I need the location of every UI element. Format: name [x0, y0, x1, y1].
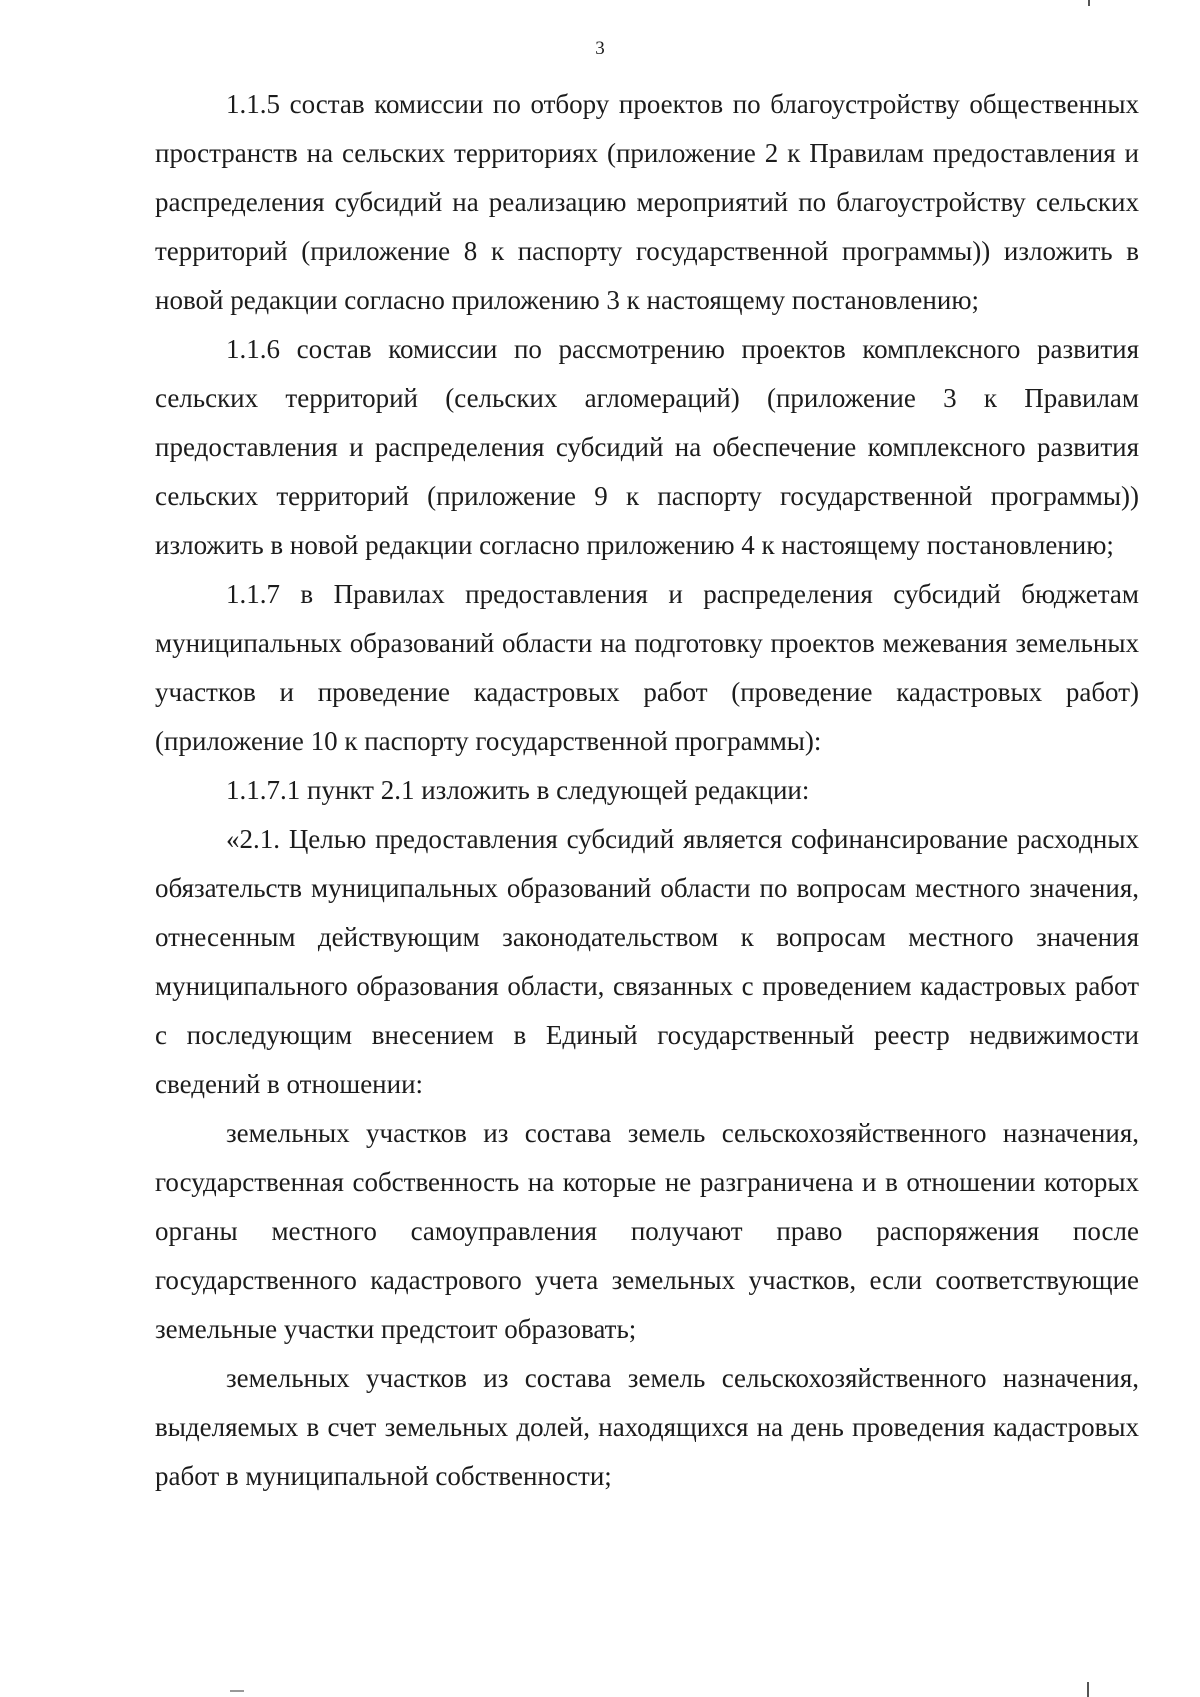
scan-mark-bottom-right — [1087, 1682, 1089, 1697]
document-body — [155, 80, 1139, 1501]
paragraph-land-plots-unallocated: земельных участков из состава земель сельскохозяйственного назначения, государственная собственность на которые не разграничена и в отношении которых органы местного самоуправления получают право распоряжения после государственного кадастрового учета земельных участков, если соответствующие земельные участки предстоит образовать; — [155, 1118, 1139, 1344]
page-number: 3 — [595, 38, 605, 59]
paragraph-land-plots-shares: земельных участков из состава земель сельскохозяйственного назначения, выделяемых в счет земельных долей, находящихся на день проведения кадастровых работ в муниципальной собственности; — [155, 1363, 1139, 1491]
paragraph-1-1-7-1: 1.1.7.1 пункт 2.1 изложить в следующей редакции: — [226, 775, 810, 805]
paragraph-quote-2-1: «2.1. Целью предоставления субсидий является софинансирование расходных обязательств муниципальных образований области по вопросам местного значения, отнесенным действующим законодательством к вопросам местного значения муниципального образования области, связанных с проведением кадастровых работ с последующим внесением в Единый государственный реестр недвижимости сведений в отношении: — [155, 824, 1139, 1099]
scan-mark-top-right — [1088, 0, 1090, 6]
paragraph-1-1-7: 1.1.7 в Правилах предоставления и распределения субсидий бюджетам муниципальных образований области на подготовку проектов межевания земельных участков и проведение кадастровых работ (проведение кадастровых работ) (приложение 10 к паспорту государственной программы): — [155, 579, 1139, 756]
scan-mark-bottom-left — [230, 1690, 244, 1692]
paragraph-1-1-5: 1.1.5 состав комиссии по отбору проектов по благоустройству общественных пространств на сельских территориях (приложение 2 к Правилам предоставления и распределения субсидий на реализацию мероприятий по благоустройству сельских территорий (приложение 8 к паспорту государственной программы)) изложить в новой редакции согласно приложению 3 к настоящему постановлению; — [155, 89, 1139, 315]
paragraph-1-1-6: 1.1.6 состав комиссии по рассмотрению проектов комплексного развития сельских территорий (сельских агломераций) (приложение 3 к Правилам предоставления и распределения субсидий на обеспечение комплексного развития сельских территорий (приложение 9 к паспорту государственной программы)) изложить в новой редакции согласно приложению 4 к настоящему постановлению; — [155, 334, 1139, 560]
